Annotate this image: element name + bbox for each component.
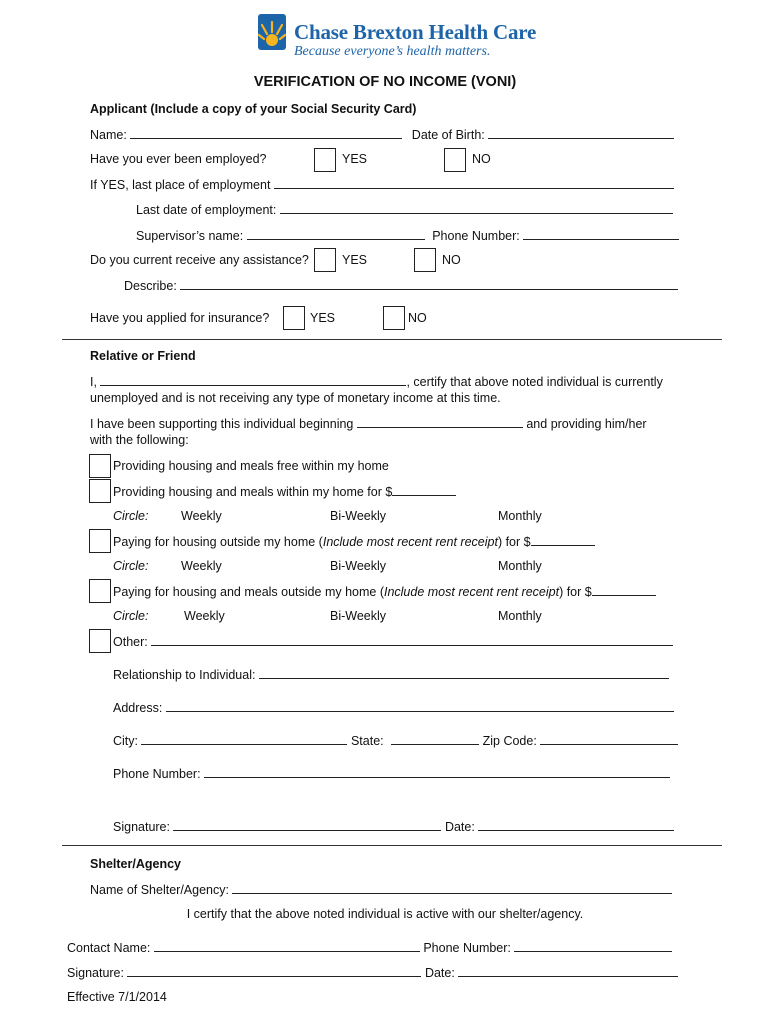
option4-italic: Include most recent rent receipt	[383, 585, 560, 599]
effective-date: Effective 7/1/2014	[67, 990, 167, 1004]
option4-text-b: ) for $	[559, 585, 592, 599]
insurance-question: Have you applied for insurance?	[90, 311, 270, 325]
option4-row	[113, 584, 656, 599]
last-date-label: Last date of employment:	[136, 203, 277, 217]
frequency-weekly-3[interactable]: Weekly	[184, 609, 225, 623]
relative-heading: Relative or Friend	[90, 349, 196, 363]
frequency-biweekly-1[interactable]: Bi-Weekly	[330, 509, 387, 523]
zip-field[interactable]	[540, 733, 678, 745]
last-place-field[interactable]	[274, 177, 674, 189]
state-label: State:	[350, 734, 384, 748]
logo-sun-icon	[258, 14, 286, 50]
applicant-heading: Applicant (Include a copy of your Social Security Card)	[90, 102, 417, 116]
other-checkbox[interactable]	[89, 629, 111, 653]
city-field[interactable]	[141, 733, 347, 745]
name-label: Name:	[90, 128, 127, 142]
section-divider-2	[62, 845, 722, 846]
insurance-yes-checkbox[interactable]	[283, 306, 305, 330]
last-date-field[interactable]	[280, 202, 673, 214]
certifier-name-field[interactable]	[100, 374, 406, 386]
shelter-date-field[interactable]	[458, 965, 678, 977]
circle-label-3: Circle:	[113, 609, 149, 623]
contact-name-label: Contact Name:	[67, 941, 151, 955]
option4-text-a: Paying for housing and meals outside my home (	[113, 585, 384, 599]
support-begin-field[interactable]	[357, 416, 523, 428]
shelter-name-row	[90, 882, 672, 897]
option2-row	[113, 484, 456, 499]
frequency-weekly-1[interactable]: Weekly	[181, 509, 222, 523]
supervisor-phone-field[interactable]	[523, 228, 679, 240]
insurance-no-checkbox[interactable]	[383, 306, 405, 330]
option1-label: Providing housing and meals free within my home	[113, 459, 389, 473]
describe-row	[124, 278, 678, 293]
option2-label: Providing housing and meals within my home for $	[113, 485, 393, 499]
option3-text-b: ) for $	[497, 535, 531, 549]
support-line2: with the following:	[90, 433, 189, 447]
address-row	[113, 700, 674, 715]
support-suffix: and providing him/her	[526, 417, 647, 431]
frequency-monthly-3[interactable]: Monthly	[498, 609, 542, 623]
zip-label: Zip Code:	[482, 734, 537, 748]
shelter-name-field[interactable]	[232, 882, 672, 894]
frequency-biweekly-3[interactable]: Bi-Weekly	[330, 609, 387, 623]
shelter-date-label: Date:	[424, 966, 455, 980]
shelter-heading: Shelter/Agency	[90, 857, 182, 871]
dob-label: Date of Birth:	[411, 128, 485, 142]
employed-question: Have you ever been employed?	[90, 152, 267, 166]
other-row	[113, 634, 673, 649]
contact-row	[67, 940, 672, 955]
option2-checkbox[interactable]	[89, 479, 111, 503]
supervisor-phone-label: Phone Number:	[432, 229, 520, 243]
supervisor-label: Supervisor’s name:	[136, 229, 244, 243]
relative-phone-row	[113, 766, 670, 781]
shelter-signature-label: Signature:	[67, 966, 124, 980]
certify-prefix: I,	[90, 375, 97, 389]
shelter-certify: I certify that the above noted individual is active with our shelter/agency.	[186, 907, 584, 921]
last-place-label: If YES, last place of employment	[90, 178, 271, 192]
shelter-name-label: Name of Shelter/Agency:	[90, 883, 229, 897]
support-prefix: I have been supporting this individual beginning	[90, 417, 354, 431]
city-label: City:	[113, 734, 138, 748]
circle-label-1: Circle:	[113, 509, 149, 523]
brand-tagline: Because everyone’s health matters.	[294, 44, 491, 59]
frequency-biweekly-2[interactable]: Bi-Weekly	[330, 559, 387, 573]
describe-label: Describe:	[124, 279, 177, 293]
other-label: Other:	[113, 635, 148, 649]
assistance-no-label: NO	[442, 253, 461, 267]
relative-signature-row	[113, 819, 674, 834]
contact-phone-field[interactable]	[514, 940, 672, 952]
assistance-yes-label: YES	[342, 253, 368, 267]
certify-row	[90, 374, 663, 389]
page-title: VERIFICATION OF NO INCOME (VONI)	[253, 74, 517, 90]
contact-phone-label: Phone Number:	[423, 941, 511, 955]
certify-suffix: , certify that above noted individual is currently	[406, 375, 663, 389]
relationship-label: Relationship to Individual:	[113, 668, 256, 682]
contact-name-field[interactable]	[154, 940, 420, 952]
support-row	[90, 416, 647, 431]
name-field[interactable]	[130, 127, 402, 139]
employed-no-label: NO	[472, 152, 491, 166]
option3-amount-field[interactable]	[531, 534, 595, 546]
certify-line2: unemployed and is not receiving any type of monetary income at this time.	[90, 391, 501, 405]
relative-date-field[interactable]	[478, 819, 674, 831]
option3-text-a: Paying for housing outside my home (	[113, 535, 323, 549]
supervisor-row	[136, 228, 679, 243]
last-date-row	[136, 202, 673, 217]
other-field[interactable]	[151, 634, 673, 646]
relative-signature-field[interactable]	[173, 819, 441, 831]
state-field[interactable]	[391, 733, 479, 745]
brand-name: Chase Brexton Health Care	[294, 20, 537, 44]
name-row	[90, 127, 674, 142]
shelter-signature-field[interactable]	[127, 965, 421, 977]
option1-checkbox[interactable]	[89, 454, 111, 478]
assistance-question: Do you current receive any assistance?	[90, 253, 309, 267]
option3-italic: Include most recent rent receipt	[322, 535, 498, 549]
option3-row	[113, 534, 595, 549]
employed-yes-checkbox[interactable]	[314, 148, 336, 172]
shelter-signature-row	[67, 965, 678, 980]
relative-phone-label: Phone Number:	[113, 767, 201, 781]
option2-amount-field[interactable]	[392, 484, 456, 496]
describe-field[interactable]	[180, 278, 678, 290]
relative-date-label: Date:	[444, 820, 475, 834]
section-divider	[62, 339, 722, 340]
insurance-yes-label: YES	[310, 311, 336, 325]
last-place-row	[90, 177, 674, 192]
relationship-field[interactable]	[259, 667, 669, 679]
relative-phone-field[interactable]	[204, 766, 670, 778]
relationship-row	[113, 667, 669, 682]
employed-yes-label: YES	[342, 152, 368, 166]
employed-no-checkbox[interactable]	[444, 148, 466, 172]
address-field[interactable]	[166, 700, 674, 712]
dob-field[interactable]	[488, 127, 674, 139]
option3-checkbox[interactable]	[89, 529, 111, 553]
option4-amount-field[interactable]	[592, 584, 656, 596]
relative-signature-label: Signature:	[113, 820, 170, 834]
option4-checkbox[interactable]	[89, 579, 111, 603]
frequency-weekly-2[interactable]: Weekly	[181, 559, 222, 573]
address-label: Address:	[113, 701, 163, 715]
assistance-no-checkbox[interactable]	[414, 248, 436, 272]
frequency-monthly-2[interactable]: Monthly	[498, 559, 542, 573]
city-row	[113, 733, 678, 748]
supervisor-field[interactable]	[247, 228, 425, 240]
frequency-monthly-1[interactable]: Monthly	[498, 509, 542, 523]
assistance-yes-checkbox[interactable]	[314, 248, 336, 272]
circle-label-2: Circle:	[113, 559, 149, 573]
insurance-no-label: NO	[408, 311, 427, 325]
